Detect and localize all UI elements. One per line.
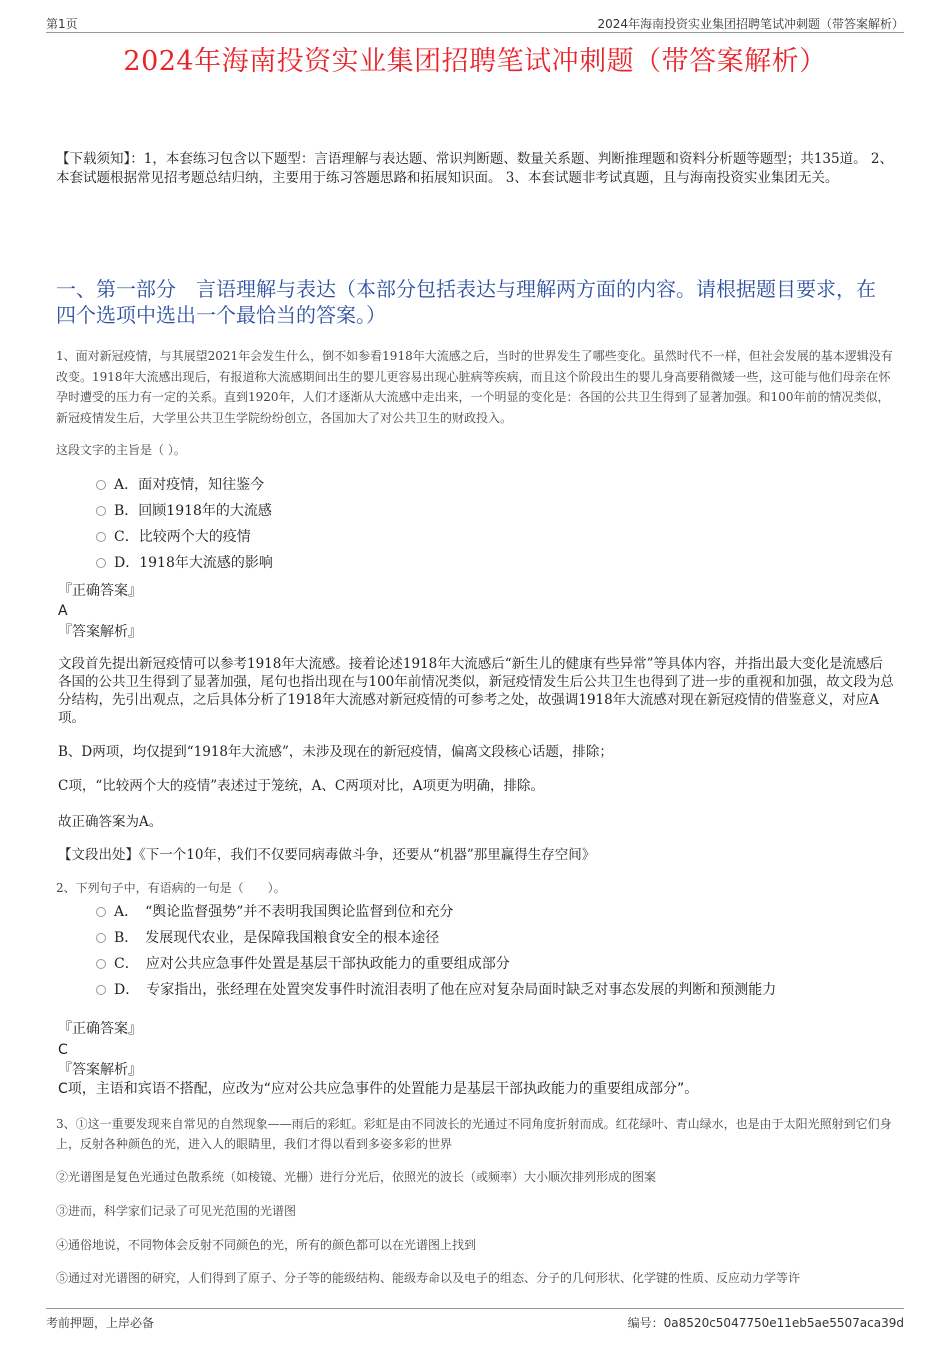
analysis-label: 『答案解析』	[58, 624, 142, 640]
radio-icon[interactable]	[96, 532, 106, 542]
analysis-label: 『答案解析』	[58, 1062, 142, 1078]
question-1-options	[96, 472, 890, 576]
answer-value: A	[58, 603, 68, 619]
question-3-sentence: ②光谱图是复色光通过色散系统（如棱镜、光栅）进行分光后，依照光的波长（或频率）大小顺次排列形成的图案	[56, 1170, 657, 1184]
radio-icon[interactable]	[96, 933, 106, 943]
radio-icon[interactable]	[96, 558, 106, 568]
question-2-options	[96, 899, 890, 1003]
radio-icon[interactable]	[96, 506, 106, 516]
question-3-sentence: ③进而，科学家们记录了可见光范围的光谱图	[56, 1204, 297, 1218]
option-c[interactable]: C．比较两个大的疫情	[96, 524, 890, 550]
analysis-paragraph: 文段首先提出新冠疫情可以参考1918年大流感。接着论述1918年大流感后“新生儿的健康有些异常”等具体内容，并指出最大变化是流感后各国的公共卫生得到了显著加强，尾句也指出现在与100年前情况类似，新冠疫情发生后公共卫生也得到了进一步的重视和加强，故文段为总分结构，先引出观点，之后具体分析了1918年大流感对新冠疫情的可参考之处，故强调1918年大流感对现在新冠疫情的借鉴意义，对应A项。	[58, 656, 894, 726]
analysis-paragraph: B、D两项，均仅提到“1918年大流感”，未涉及现在的新冠疫情，偏离文段核心话题，排除；	[58, 744, 613, 760]
question-1-passage: 1、面对新冠疫情，与其展望2021年会发生什么，倒不如参看1918年大流感之后，当时的世界发生了哪些变化。虽然时代不一样，但社会发展的基本逻辑没有改变。1918年大流感出现后，有报道称大流感期间出生的婴儿更容易出现心脏病等疾病，而且这个阶段出生的婴儿身高要稍微矮一些，这可能与他们母亲在怀孕时遭受的压力有一定的关系。直到1920年，人们才逐渐从大流感中走出来，一个明显的变化是：各国的公共卫生得到了显著加强。和100年前的情况类似，新冠疫情发生后，大学里公共卫生学院纷纷创立，各国加大了对公共卫生的财政投入。	[56, 349, 893, 425]
question-3-passage: 3、①这一重要发现来自常见的自然现象——雨后的彩虹。彩虹是由不同波长的光通过不同角度折射而成。红花绿叶、青山绿水，也是由于太阳光照射到它们身上，反射各种颜色的光，进入人的眼睛里，我们才得以看到多姿多彩的世界	[56, 1117, 892, 1151]
answer-label: 『正确答案』	[58, 1021, 142, 1037]
analysis-paragraph: C项，“比较两个大的疫情”表述过于笼统，A、C两项对比，A项更为明确，排除。	[58, 778, 544, 794]
option-d[interactable]: D． 专家指出，张经理在处置突发事件时流泪表明了他在应对复杂局面时缺乏对事态发展的判断和预测能力	[96, 977, 890, 1003]
option-a[interactable]: A． “舆论监督强势”并不表明我国舆论监督到位和充分	[96, 899, 890, 925]
option-b[interactable]: B．回顾1918年的大流感	[96, 498, 890, 524]
option-d[interactable]: D．1918年大流感的影响	[96, 550, 890, 576]
option-c[interactable]: C． 应对公共应急事件处置是基层干部执政能力的重要组成部分	[96, 951, 890, 977]
page-number-label: 第1页	[46, 17, 78, 31]
answer-label: 『正确答案』	[58, 583, 142, 599]
analysis-paragraph: C项，主语和宾语不搭配，应改为“应对公共应急事件的处置能力是基层干部执政能力的重要组成部分”。	[58, 1081, 699, 1097]
analysis-paragraph: 故正确答案为A。	[58, 814, 163, 830]
source-citation: 【文段出处】《下一个10年，我们不仅要同病毒做斗争，还要从“机器”那里赢得生存空间》	[58, 847, 596, 863]
document-title: 2024年海南投资实业集团招聘笔试冲刺题（带答案解析）	[123, 46, 827, 77]
radio-icon[interactable]	[96, 985, 106, 995]
section-heading: 一、第一部分 言语理解与表达（本部分包括表达与理解两方面的内容。请根据题目要求，在四个选项中选出一个最恰当的答案。）	[56, 277, 876, 327]
footer-slogan: 考前押题，上岸必备	[46, 1316, 155, 1330]
page-footer	[46, 1308, 904, 1333]
radio-icon[interactable]	[96, 480, 106, 490]
radio-icon[interactable]	[96, 959, 106, 969]
question-1-stem: 这段文字的主旨是（ ）。	[56, 443, 186, 457]
document-code: 编号：0a8520c5047750e11eb5ae5507aca39d	[627, 1316, 904, 1330]
question-3-sentence: ④通俗地说，不同物体会反射不同颜色的光，所有的颜色都可以在光谱图上找到	[56, 1238, 477, 1252]
question-3-sentence: ⑤通过对光谱图的研究，人们得到了原子、分子等的能级结构、能级寿命以及电子的组态、分子的几何形状、化学键的性质、反应动力学等许	[56, 1271, 801, 1285]
option-b[interactable]: B． 发展现代农业，是保障我国粮食安全的根本途径	[96, 925, 890, 951]
page-header	[46, 14, 904, 33]
radio-icon[interactable]	[96, 907, 106, 917]
option-a[interactable]: A．面对疫情，知往鉴今	[96, 472, 890, 498]
header-doc-title: 2024年海南投资实业集团招聘笔试冲刺题（带答案解析）	[597, 17, 904, 31]
question-2-stem: 2、下列句子中，有语病的一句是（ ）。	[56, 881, 286, 895]
download-notice: 【下载须知】：1，本套练习包含以下题型：言语理解与表达题、常识判断题、数量关系题、判断推理题和资料分析题等题型；共135道。 2、本套试题根据常见招考题总结归纳，主要用于练习答题思路和拓展知识面。 3、本套试题非考试真题，且与海南投资实业集团无关。	[56, 151, 893, 186]
answer-value: C	[58, 1042, 68, 1058]
